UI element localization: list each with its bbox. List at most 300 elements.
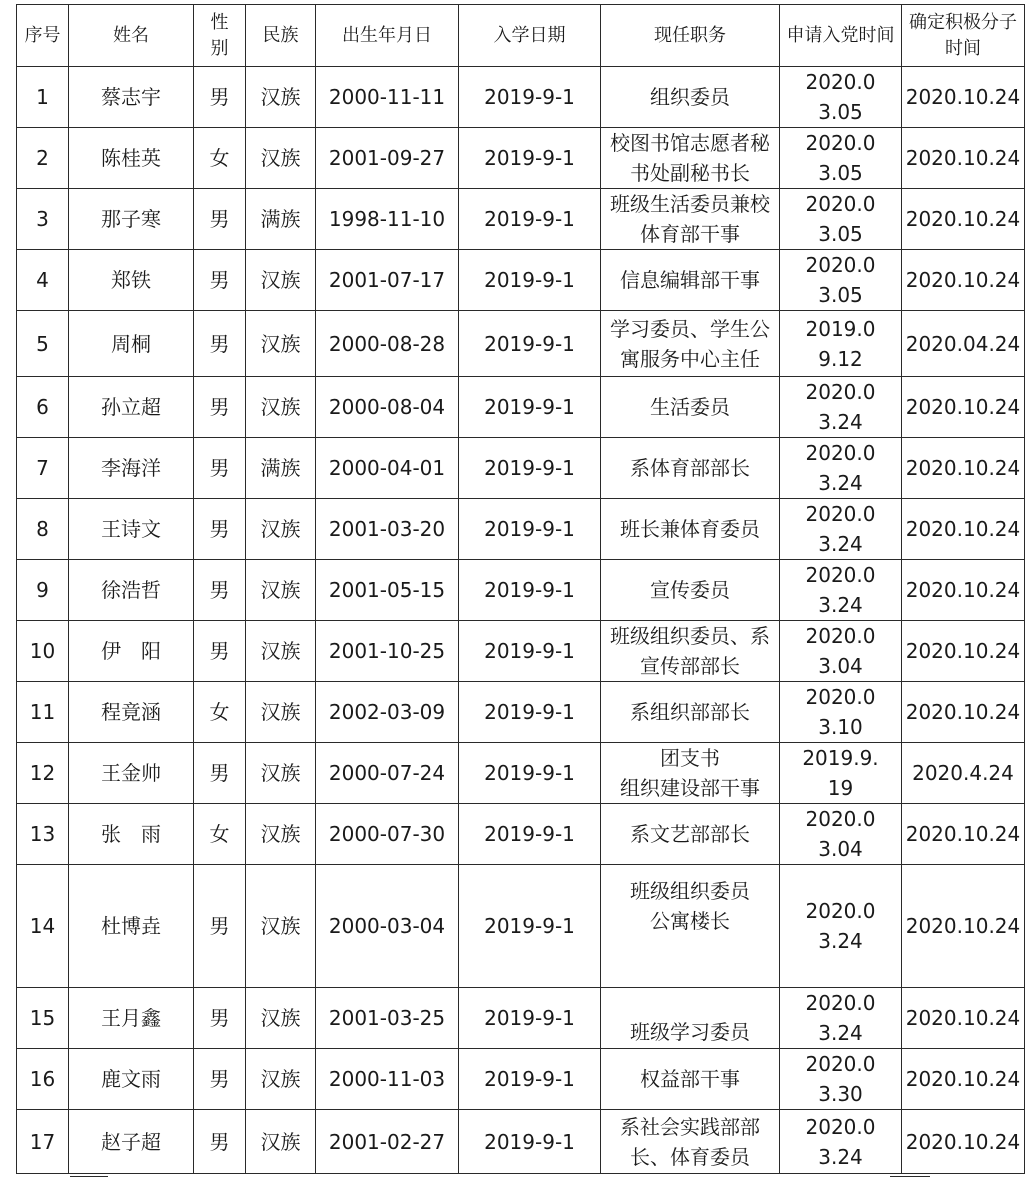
- cell-no-text: 6: [36, 395, 49, 419]
- cell-no: [17, 377, 69, 438]
- cell-ethnicity: [246, 128, 316, 189]
- header-birth: [316, 5, 459, 67]
- cell-ethnicity-text: 满族: [260, 207, 301, 231]
- cell-ethnicity-text: 汉族: [260, 268, 301, 292]
- cell-apply-date-text: 2020.03.24: [805, 899, 876, 953]
- cell-birth: [316, 128, 459, 189]
- cell-enroll-text: 2019-9-1: [484, 761, 575, 785]
- header-enroll: [459, 5, 601, 67]
- cell-birth-text: 2000-08-28: [328, 331, 446, 356]
- cell-gender: [194, 988, 246, 1049]
- cell-no: [17, 128, 69, 189]
- table-row: [17, 804, 1025, 865]
- cell-position-text: 班级组织委员、系宣传部部长: [610, 624, 770, 678]
- cell-no: [17, 865, 69, 988]
- cell-ethnicity: [246, 67, 316, 128]
- cell-enroll-text: 2019-9-1: [484, 639, 575, 663]
- cell-gender-text: 男: [209, 268, 230, 292]
- cell-apply-date: [780, 67, 902, 128]
- cell-activist-date: [902, 189, 1025, 250]
- cell-activist-date-text: 2020.10.24: [905, 639, 1021, 663]
- cell-gender-text: 男: [209, 578, 230, 602]
- cell-enroll: [459, 250, 601, 311]
- cell-gender: [194, 1049, 246, 1110]
- cell-apply-date: [780, 560, 902, 621]
- cell-no-text: 2: [36, 146, 49, 170]
- cell-gender: [194, 189, 246, 250]
- cell-activist-date: [902, 743, 1025, 804]
- cell-ethnicity: [246, 250, 316, 311]
- cell-no: [17, 189, 69, 250]
- cell-position: [601, 865, 780, 988]
- cell-activist-date: [902, 1110, 1025, 1174]
- cell-enroll: [459, 67, 601, 128]
- cell-position: [601, 311, 780, 377]
- cell-enroll: [459, 988, 601, 1049]
- cell-birth: [316, 682, 459, 743]
- cell-name-text: 张 雨: [101, 822, 161, 846]
- cell-name-text: 赵子超: [101, 1129, 161, 1154]
- cell-birth-text: 2001-10-25: [328, 639, 446, 663]
- cell-activist-date: [902, 377, 1025, 438]
- cell-name: [69, 438, 194, 499]
- cell-ethnicity-text: 汉族: [260, 822, 301, 846]
- cell-birth: [316, 311, 459, 377]
- cell-apply-date-text: 2020.03.30: [805, 1052, 876, 1106]
- cell-activist-date-text: 2020.10.24: [905, 822, 1021, 846]
- cell-activist-date-text: 2020.10.24: [905, 207, 1021, 231]
- table-body: [17, 67, 1025, 1174]
- cell-activist-date-text: 2020.04.24: [905, 331, 1021, 356]
- table-row: [17, 67, 1025, 128]
- cell-activist-date-text: 2020.10.24: [905, 395, 1021, 419]
- cell-name: [69, 1049, 194, 1110]
- cell-activist-date-text: 2020.10.24: [905, 1006, 1021, 1030]
- cell-birth: [316, 621, 459, 682]
- cell-no: [17, 988, 69, 1049]
- cell-enroll-text: 2019-9-1: [484, 207, 575, 231]
- cell-gender: [194, 67, 246, 128]
- cell-enroll: [459, 311, 601, 377]
- cell-birth-text: 2001-05-15: [328, 578, 446, 602]
- table-row: [17, 743, 1025, 804]
- cell-activist-date: [902, 682, 1025, 743]
- cell-gender: [194, 560, 246, 621]
- cell-activist-date: [902, 250, 1025, 311]
- cell-name: [69, 743, 194, 804]
- cell-no: [17, 1049, 69, 1110]
- cell-name-text: 王月鑫: [101, 1006, 161, 1030]
- cell-position: [601, 1110, 780, 1174]
- table-row: [17, 438, 1025, 499]
- cell-activist-date-text: 2020.10.24: [905, 85, 1021, 109]
- cell-position-text: 班级生活委员兼校体育部干事: [610, 192, 770, 246]
- table-row: [17, 621, 1025, 682]
- header-activist-date: [902, 5, 1025, 67]
- cell-apply-date-text: 2020.03.24: [805, 991, 876, 1045]
- cell-activist-date: [902, 128, 1025, 189]
- cell-enroll-text: 2019-9-1: [484, 1067, 575, 1091]
- cell-ethnicity: [246, 1049, 316, 1110]
- cell-no: [17, 1110, 69, 1174]
- cell-apply-date: [780, 988, 902, 1049]
- cell-position-text: 系社会实践部部长、体育委员: [620, 1114, 760, 1169]
- cell-apply-date-text: 2020.03.05: [805, 70, 876, 124]
- header-no: [17, 5, 69, 67]
- cell-position-text: 团支书 组织建设部干事: [620, 746, 760, 800]
- cell-no-text: 16: [29, 1067, 56, 1091]
- cell-enroll: [459, 1049, 601, 1110]
- cell-gender: [194, 621, 246, 682]
- cell-apply-date-text: 2020.03.24: [805, 563, 876, 617]
- cell-birth: [316, 804, 459, 865]
- cell-apply-date: [780, 804, 902, 865]
- cell-birth: [316, 189, 459, 250]
- cell-name-text: 周桐: [111, 331, 151, 356]
- cell-no-text: 4: [36, 268, 49, 292]
- cell-birth-text: 2001-07-17: [328, 268, 446, 292]
- header-name: [69, 5, 194, 67]
- cell-position-text: 宣传委员: [650, 578, 730, 602]
- cell-ethnicity: [246, 743, 316, 804]
- cell-name: [69, 865, 194, 988]
- cell-enroll: [459, 438, 601, 499]
- cell-name-text: 那子寒: [101, 207, 161, 231]
- cell-apply-date-text: 2019.09.12: [805, 316, 876, 371]
- cell-name: [69, 67, 194, 128]
- cell-gender: [194, 1110, 246, 1174]
- cell-no-text: 13: [29, 822, 56, 846]
- cell-ethnicity: [246, 621, 316, 682]
- cell-name: [69, 499, 194, 560]
- cell-position-text: 学习委员、学生公寓服务中心主任: [610, 316, 770, 371]
- member-table: [16, 4, 1025, 1174]
- cell-enroll: [459, 743, 601, 804]
- cell-position-text: 系体育部部长: [630, 456, 750, 480]
- header-activist-date-text: 确定积极分子时间: [909, 11, 1017, 59]
- table-row: [17, 128, 1025, 189]
- cell-apply-date: [780, 865, 902, 988]
- cell-apply-date: [780, 621, 902, 682]
- cell-enroll: [459, 189, 601, 250]
- header-no-text: 序号: [24, 24, 61, 46]
- cell-ethnicity-text: 汉族: [260, 395, 301, 419]
- cell-apply-date: [780, 438, 902, 499]
- cell-birth-text: 2000-08-04: [328, 395, 446, 419]
- header-apply-date: [780, 5, 902, 67]
- header-gender: [194, 5, 246, 67]
- cell-position: [601, 988, 780, 1049]
- cell-no: [17, 621, 69, 682]
- cell-name-text: 王诗文: [101, 517, 161, 541]
- cell-ethnicity-text: 汉族: [260, 146, 301, 170]
- cell-name: [69, 804, 194, 865]
- cell-apply-date: [780, 1049, 902, 1110]
- cell-enroll-text: 2019-9-1: [484, 700, 575, 724]
- cell-birth-text: 2000-07-30: [328, 822, 446, 846]
- cell-name-text: 郑铁: [111, 268, 151, 292]
- cell-gender: [194, 128, 246, 189]
- cell-position: [601, 743, 780, 804]
- cell-activist-date-text: 2020.10.24: [905, 578, 1021, 602]
- table-row: [17, 311, 1025, 377]
- cell-activist-date-text: 2020.10.24: [905, 1067, 1021, 1091]
- cell-enroll: [459, 560, 601, 621]
- cell-activist-date: [902, 311, 1025, 377]
- cell-gender-text: 男: [209, 761, 230, 785]
- cell-apply-date: [780, 682, 902, 743]
- cell-no-text: 17: [29, 1129, 56, 1154]
- cell-birth-text: 2001-03-20: [328, 517, 446, 541]
- cell-birth: [316, 1110, 459, 1174]
- header-position: [601, 5, 780, 67]
- cell-apply-date-text: 2020.03.05: [805, 253, 876, 307]
- cell-ethnicity-text: 汉族: [260, 578, 301, 602]
- cell-apply-date-text: 2020.03.10: [805, 685, 876, 739]
- cell-gender-text: 男: [209, 1067, 230, 1091]
- cell-birth: [316, 67, 459, 128]
- cell-position: [601, 189, 780, 250]
- cell-ethnicity-text: 汉族: [260, 700, 301, 724]
- cell-birth: [316, 1049, 459, 1110]
- cell-enroll-text: 2019-9-1: [484, 914, 575, 938]
- cell-ethnicity: [246, 311, 316, 377]
- cell-birth-text: 2001-09-27: [328, 146, 446, 170]
- cell-no-text: 7: [36, 456, 49, 480]
- cell-activist-date: [902, 621, 1025, 682]
- cell-name-text: 王金帅: [101, 761, 161, 785]
- cell-name: [69, 189, 194, 250]
- cell-position-text: 信息编辑部干事: [620, 268, 760, 292]
- header-ethnicity: [246, 5, 316, 67]
- cell-no: [17, 682, 69, 743]
- cell-position: [601, 499, 780, 560]
- cell-enroll-text: 2019-9-1: [484, 395, 575, 419]
- cell-apply-date-text: 2020.03.04: [805, 624, 876, 678]
- table-row: [17, 250, 1025, 311]
- cell-gender-text: 男: [209, 85, 230, 109]
- cell-enroll-text: 2019-9-1: [484, 456, 575, 480]
- table-row: [17, 499, 1025, 560]
- cell-position-text: 班长兼体育委员: [620, 517, 760, 541]
- cell-birth: [316, 438, 459, 499]
- cell-ethnicity: [246, 804, 316, 865]
- cell-position: [601, 67, 780, 128]
- cell-activist-date: [902, 67, 1025, 128]
- cell-name: [69, 1110, 194, 1174]
- cell-gender-text: 男: [209, 456, 230, 480]
- cell-position-text: 系组织部部长: [630, 700, 750, 724]
- cell-no-text: 12: [29, 761, 56, 785]
- cell-name-text: 伊 阳: [101, 639, 161, 663]
- cell-apply-date-text: 2020.03.05: [805, 192, 876, 246]
- cell-enroll: [459, 1110, 601, 1174]
- cell-no: [17, 743, 69, 804]
- cell-enroll-text: 2019-9-1: [484, 1006, 575, 1030]
- cell-ethnicity-text: 汉族: [260, 1006, 301, 1030]
- cell-position: [601, 560, 780, 621]
- cell-name-text: 陈桂英: [101, 146, 161, 170]
- cell-apply-date: [780, 128, 902, 189]
- cell-gender-text: 男: [209, 1129, 230, 1154]
- cell-ethnicity-text: 汉族: [260, 761, 301, 785]
- cell-no: [17, 67, 69, 128]
- cell-ethnicity: [246, 988, 316, 1049]
- cell-activist-date-text: 2020.10.24: [905, 914, 1021, 938]
- cell-apply-date-text: 2020.03.04: [805, 807, 876, 861]
- cell-gender-text: 女: [209, 822, 230, 846]
- cell-no: [17, 499, 69, 560]
- cell-position: [601, 1049, 780, 1110]
- header-gender-text: 性别: [210, 11, 229, 59]
- cell-ethnicity-text: 汉族: [260, 331, 301, 356]
- cell-apply-date: [780, 499, 902, 560]
- cell-enroll-text: 2019-9-1: [484, 517, 575, 541]
- cell-name-text: 李海洋: [101, 456, 161, 480]
- cell-gender-text: 男: [209, 517, 230, 541]
- cell-birth-text: 2000-03-04: [328, 914, 446, 938]
- cell-ethnicity-text: 汉族: [260, 639, 301, 663]
- cell-birth: [316, 250, 459, 311]
- cell-birth: [316, 499, 459, 560]
- cell-birth: [316, 560, 459, 621]
- cell-apply-date: [780, 377, 902, 438]
- cell-ethnicity: [246, 865, 316, 988]
- cell-gender: [194, 682, 246, 743]
- table-row: [17, 682, 1025, 743]
- table-row: [17, 560, 1025, 621]
- cell-no: [17, 560, 69, 621]
- cell-name-text: 孙立超: [101, 395, 161, 419]
- cell-activist-date-text: 2020.10.24: [905, 146, 1021, 170]
- cell-activist-date-text: 2020.10.24: [905, 1129, 1021, 1154]
- cell-ethnicity: [246, 438, 316, 499]
- cell-ethnicity: [246, 682, 316, 743]
- cell-ethnicity-text: 汉族: [260, 517, 301, 541]
- cell-activist-date: [902, 988, 1025, 1049]
- table-row: [17, 865, 1025, 988]
- cell-enroll-text: 2019-9-1: [484, 85, 575, 109]
- cell-birth-text: 2001-03-25: [328, 1006, 446, 1030]
- table-row: [17, 189, 1025, 250]
- cell-apply-date: [780, 189, 902, 250]
- cell-apply-date-text: 2020.03.24: [805, 441, 876, 495]
- header-enroll-text: 入学日期: [493, 24, 566, 46]
- cell-apply-date: [780, 743, 902, 804]
- cell-birth: [316, 865, 459, 988]
- cell-gender: [194, 865, 246, 988]
- cell-gender: [194, 250, 246, 311]
- cell-enroll-text: 2019-9-1: [484, 268, 575, 292]
- cell-position-text: 权益部干事: [640, 1067, 740, 1091]
- cell-gender-text: 男: [209, 331, 230, 356]
- cell-name-text: 鹿文雨: [101, 1067, 161, 1091]
- cell-gender-text: 女: [209, 146, 230, 170]
- cell-position: [601, 438, 780, 499]
- cell-position-text: 系文艺部部长: [630, 822, 750, 846]
- cell-name-text: 杜博垚: [101, 914, 161, 938]
- cell-birth-text: 2002-03-09: [328, 700, 446, 724]
- cell-gender-text: 女: [209, 700, 230, 724]
- cell-enroll: [459, 804, 601, 865]
- cell-no-text: 10: [29, 639, 56, 663]
- cell-name: [69, 250, 194, 311]
- cell-position: [601, 377, 780, 438]
- cell-apply-date-text: 2019.9.19: [802, 746, 879, 800]
- cell-gender-text: 男: [209, 395, 230, 419]
- table-row: [17, 988, 1025, 1049]
- cell-position-text: 班级组织委员 公寓楼长: [630, 879, 750, 933]
- cell-apply-date-text: 2020.03.24: [805, 1114, 876, 1169]
- cell-ethnicity: [246, 499, 316, 560]
- cell-activist-date: [902, 804, 1025, 865]
- cell-position: [601, 804, 780, 865]
- cell-activist-date-text: 2020.10.24: [905, 700, 1021, 724]
- cell-activist-date: [902, 438, 1025, 499]
- cell-gender: [194, 743, 246, 804]
- cell-enroll: [459, 621, 601, 682]
- cell-ethnicity-text: 汉族: [260, 1129, 301, 1154]
- header-name-text: 姓名: [113, 24, 149, 46]
- cell-birth-text: 2000-11-11: [328, 85, 446, 109]
- cell-activist-date-text: 2020.10.24: [905, 456, 1021, 480]
- cell-name: [69, 621, 194, 682]
- cell-birth-text: 2000-04-01: [328, 456, 446, 480]
- cell-no: [17, 804, 69, 865]
- cell-no-text: 15: [29, 1006, 56, 1030]
- cell-name: [69, 377, 194, 438]
- cell-gender-text: 男: [209, 639, 230, 663]
- header-birth-text: 出生年月日: [342, 24, 432, 46]
- table-row: [17, 1049, 1025, 1110]
- header-row: [17, 5, 1025, 67]
- cell-position-text: 生活委员: [650, 395, 730, 419]
- cell-birth: [316, 743, 459, 804]
- cell-no-text: 3: [36, 207, 49, 231]
- cell-position-text: 校图书馆志愿者秘书处副秘书长: [610, 131, 770, 185]
- table-row: [17, 1110, 1025, 1174]
- cell-position: [601, 128, 780, 189]
- cell-position-text: 班级学习委员: [630, 1020, 750, 1044]
- cell-apply-date-text: 2020.03.24: [805, 502, 876, 556]
- cell-apply-date-text: 2020.03.05: [805, 131, 876, 185]
- cell-gender: [194, 499, 246, 560]
- cell-birth-text: 2001-02-27: [328, 1129, 446, 1154]
- cell-enroll-text: 2019-9-1: [484, 578, 575, 602]
- cell-enroll: [459, 865, 601, 988]
- cell-activist-date: [902, 560, 1025, 621]
- cell-name-text: 蔡志宇: [101, 85, 161, 109]
- cell-no-text: 9: [36, 578, 49, 602]
- cell-enroll-text: 2019-9-1: [484, 146, 575, 170]
- cell-name: [69, 560, 194, 621]
- header-position-text: 现任职务: [654, 24, 726, 46]
- cell-gender-text: 男: [209, 914, 230, 938]
- cell-ethnicity-text: 汉族: [260, 85, 301, 109]
- cell-gender: [194, 311, 246, 377]
- cell-enroll-text: 2019-9-1: [484, 822, 575, 846]
- cell-no: [17, 250, 69, 311]
- cell-enroll-text: 2019-9-1: [484, 1129, 575, 1154]
- table-row: [17, 377, 1025, 438]
- cell-birth-text: 2000-11-03: [328, 1067, 446, 1091]
- cell-apply-date: [780, 250, 902, 311]
- cell-name: [69, 988, 194, 1049]
- cell-gender: [194, 804, 246, 865]
- cell-apply-date-text: 2020.03.24: [805, 380, 876, 434]
- cell-apply-date: [780, 311, 902, 377]
- cell-activist-date: [902, 499, 1025, 560]
